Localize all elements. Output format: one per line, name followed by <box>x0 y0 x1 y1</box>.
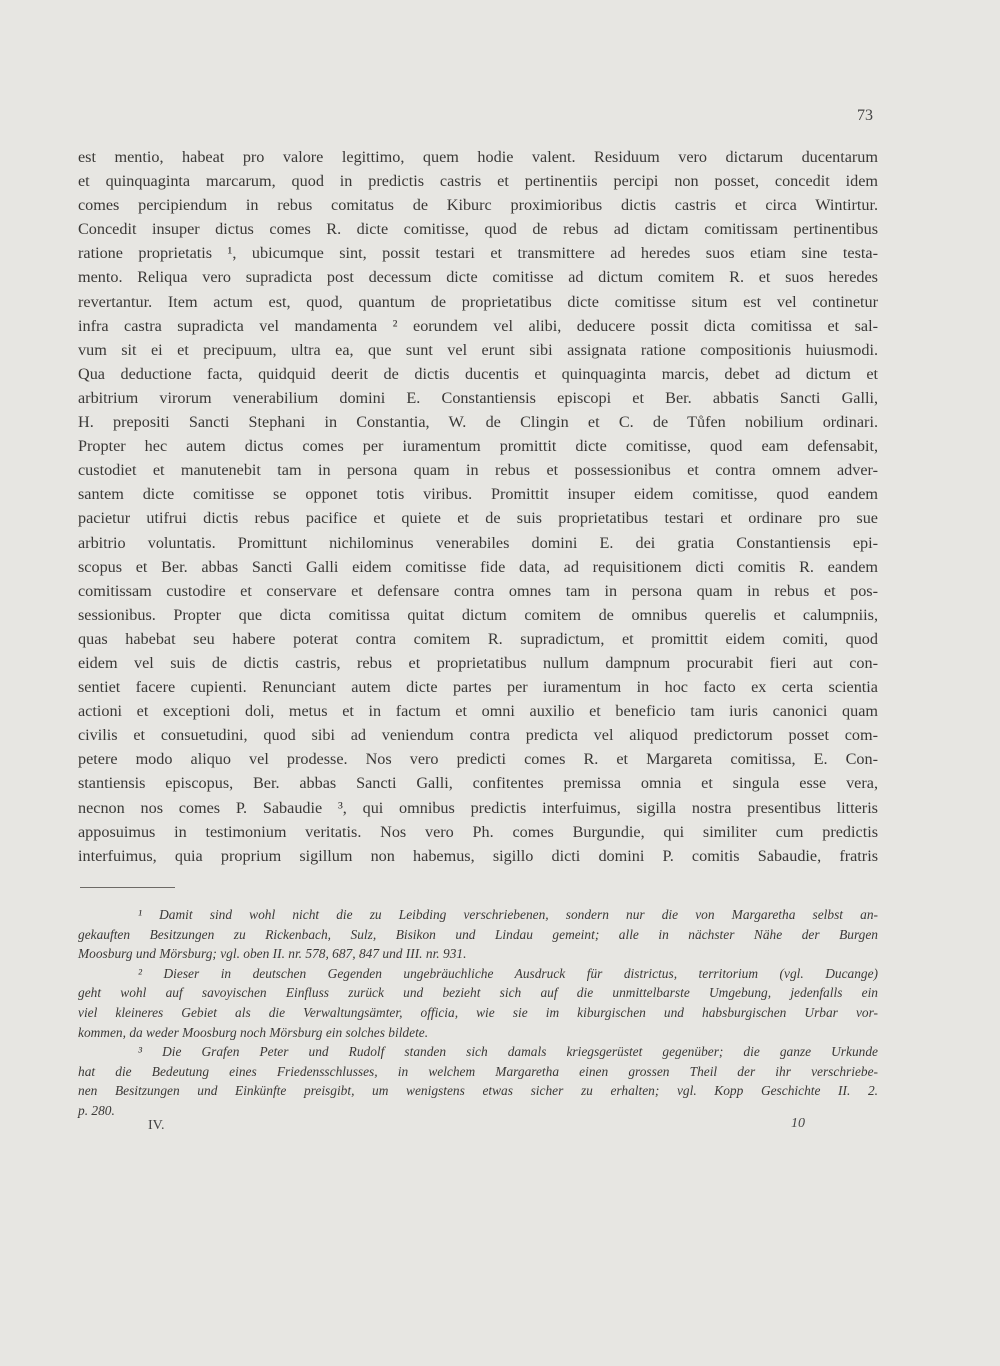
text-line: Propter hec autem dictus comes per iuramentum promittit dicte comitisse, quod eam defensabit, <box>78 437 878 456</box>
text-line: vum sit ei et precipuum, ultra ea, que sunt vel erunt sibi assignata ratione compositionis huiusmodi. <box>78 340 878 359</box>
text-line: arbitrio voluntatis. Promittunt nichilominus venerabiles domini E. dei gratia Constantiensis epi- <box>78 533 878 552</box>
footnote-2 <box>78 964 878 1042</box>
text-line: Concedit insuper dictus comes R. dicte comitisse, quod de rebus ad dictam comitissam pertinentibus <box>78 220 878 239</box>
text-line: comitissam custodire et conservare et defensare contra omnes tam in persona quam in rebus et pos- <box>78 581 878 600</box>
text-line: necnon nos comes P. Sabaudie ³, qui omnibus predictis interfuimus, sigilla nostra presentibus litteris <box>78 798 878 817</box>
text-line: interfuimus, quia proprium sigillum non habemus, sigillo dicti domini P. comitis Sabaudie, fratris <box>78 846 878 865</box>
footnote-line: geht wohl auf savoyischen Einfluss zurück und bezieht sich auf die unmittelbarste Umgebung, jedenfalls ein <box>78 985 878 1001</box>
text-line: pacietur utifrui dictis rebus pacifice et quiete et de suis proprietatibus testari et ordinare pro sue <box>78 509 878 528</box>
footnote-line: ² Dieser in deutschen Gegenden ungebräuchliche Ausdruck für districtus, territorium (vgl. Ducange) <box>138 965 878 981</box>
footnote-line: ¹ Damit sind wohl nicht die zu Leibding verschriebenen, sondern nur die von Margaretha selbst an- <box>138 907 878 922</box>
text-line: ratione proprietatis ¹, ubicumque sint, possit testari et transmittere ad heredes suos etiam sine testa- <box>78 244 878 263</box>
footnote-line: hat die Bedeutung eines Friedensschlusses, in welchem Margaretha einen grossen Theil der ihr verschriebe- <box>78 1063 878 1079</box>
footnote-3 <box>78 1042 878 1120</box>
footnote-line: p. 280. <box>78 1102 115 1118</box>
footnote-line: gekauften Besitzungen zu Rickenbach, Sulz, Bisikon und Lindau gemeint; alle in nächster Nähe der Burgen <box>78 926 878 942</box>
footnote-line: ³ Die Grafen Peter und Rudolf standen sich damals kriegsgerüstet gegenüber; die ganze Urkunde <box>138 1044 878 1060</box>
text-line: santem dicte comitisse se opponet totis viribus. Promittit insuper eidem comitisse, quod eandem <box>78 485 878 504</box>
text-line: custodiet et manutenebit tam in persona quam in rebus et possessionibus et contra omnem adver- <box>78 461 878 480</box>
text-line: eidem vel suis de dictis castris, rebus et proprietatibus nullum dampnum procurabit fieri aut con- <box>78 653 878 672</box>
signature-number: 10 <box>791 1116 805 1131</box>
text-line: actioni et exceptioni doli, metus et in factum et omni auxilio et beneficio tam iuris canonici quam <box>78 702 878 721</box>
signature-mark: IV. <box>148 1118 165 1133</box>
text-line: H. prepositi Sancti Stephani in Constantia, W. de Clingin et C. de Tůfen nobilium ordinari. <box>78 413 878 432</box>
text-line: quas habebat seu habere poterat contra comitem R. supradictum, et promittit eidem comiti, quod <box>78 629 878 648</box>
text-line: revertantur. Item actum est, quod, quantum de proprietatibus dicte comitisse situm est vel continetur <box>78 292 878 311</box>
text-line: petere modo aliquo vel prodesse. Nos vero predicti comes R. et Margareta comitissa, E. Con- <box>78 750 878 769</box>
text-line: civilis et consuetudini, quod sibi ad veniendum contra predicta vel aliquod predictorum posset com- <box>78 726 878 745</box>
page-number: 73 <box>857 107 873 124</box>
text-line: stantiensis episcopus, Ber. abbas Sancti Galli, confitentes premissa omnia et singula esse vera, <box>78 774 878 793</box>
text-line: arbitrium virorum venerabilium domini E. Constantiensis episcopi et Ber. abbatis Sancti Galli, <box>78 388 878 407</box>
text-line: Qua deductione facta, quidquid deerit de dictis ducentis et quinquaginta marcis, debet ad dictum et <box>78 364 878 383</box>
text-line: est mentio, habeat pro valore legittimo, quem hodie valent. Residuum vero dictarum ducentarum <box>78 148 878 166</box>
footnote-line: Moosburg und Mörsburg; vgl. oben II. nr. 578, 687, 847 und III. nr. 931. <box>78 946 467 962</box>
footnotes <box>78 905 878 1121</box>
footnote-line: nen Besitzungen und Einkünfte preisgibt, um wenigstens etwas sicher zu erhalten; vgl. Kopp Geschichte II. 2. <box>78 1083 878 1099</box>
footnote-separator <box>80 887 175 888</box>
main-text <box>78 145 878 868</box>
text-line: scopus et Ber. abbas Sancti Galli eidem comitisse fide data, ad requisitionem dicti comitis R. eandem <box>78 557 878 576</box>
footnote-line: kommen, da weder Moosburg noch Mörsburg ein solches bildete. <box>78 1024 429 1040</box>
text-line: apposuimus in testimonium veritatis. Nos vero Ph. comes Burgundie, qui similiter cum predictis <box>78 822 878 841</box>
text-line: infra castra supradicta vel mandamenta ² eorundem vel alibi, deducere possit dicta comitissa et sal- <box>78 316 878 335</box>
text-line: mento. Reliqua vero supradicta post decessum dicte comitisse ad dictum comitem R. et suos heredes <box>78 268 878 287</box>
footnote-line: viel kleineres Gebiet als die Verwaltungsämter, officia, wie sie im kiburgischen und habsburgischen Urbar vor- <box>78 1004 878 1020</box>
text-line: comes percipiendum in rebus comitatus de Kiburc proximioribus dictis castris et circa Wintirtur. <box>78 196 878 215</box>
footnote-1 <box>78 905 878 964</box>
text-line: sentiet facere cupienti. Renunciant autem dicte partes per iuramentum in hoc facto ex certa scientia <box>78 678 878 697</box>
text-line: et quinquaginta marcarum, quod in predictis castris et pertinentiis percipi non posset, concedit idem <box>78 172 878 191</box>
text-line: sessionibus. Propter que dicta comitissa quitat dictum comitem de omnibus querelis et calumpniis, <box>78 605 878 624</box>
